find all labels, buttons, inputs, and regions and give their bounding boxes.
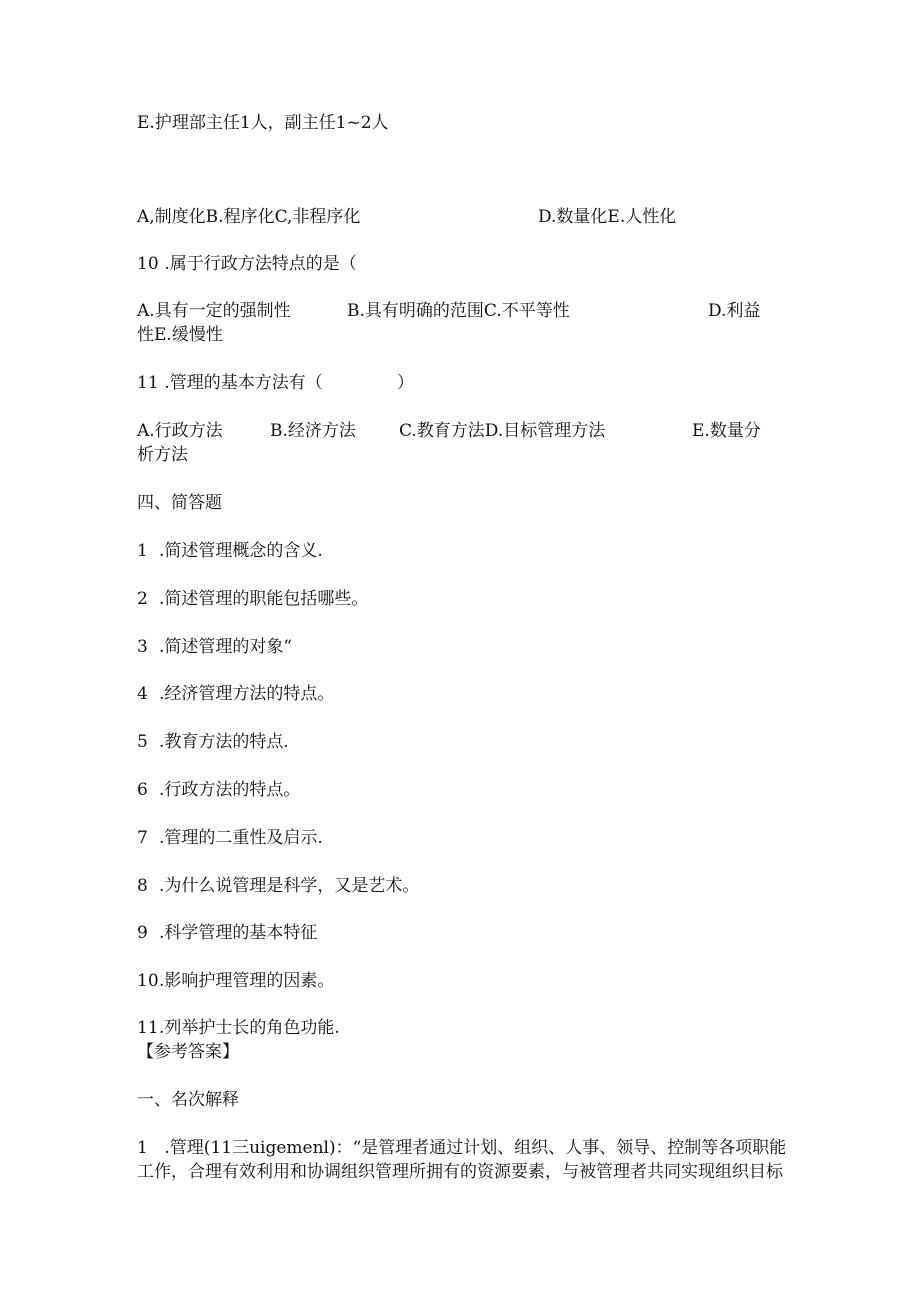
- list-item: [137, 540, 323, 562]
- item-number: 3: [137, 637, 148, 657]
- answer-1-line-2: 工作，合理有效利用和协调组织管理所拥有的资源要素，与被管理者共同实现组织目标: [137, 1162, 783, 1182]
- answer-text: .管理(11三uigemenl)：“是管理者通过计划、组织、人事、领导、控制等各项职能: [164, 1138, 787, 1158]
- q10-option-bc: B.具有明确的范围C.不平等性: [347, 301, 570, 321]
- question-text: .管理的基本方法有（: [164, 373, 323, 393]
- item-number: 8: [137, 876, 148, 896]
- q9-options-de: D.数量化E.人性化: [538, 207, 677, 227]
- item-text: .为什么说管理是科学，又是艺术。: [159, 876, 420, 896]
- section-heading-definitions: 一、名次解释: [137, 1090, 239, 1110]
- item-number: 1: [137, 541, 148, 561]
- list-item: [137, 636, 292, 658]
- item-text: .科学管理的基本特征: [159, 923, 318, 943]
- option-e-staffing: E.护理部主任1人，副主任1~2人: [137, 113, 389, 133]
- q9-options-abc: A,制度化B.程序化C,非程序化: [137, 207, 361, 227]
- item-number: 10: [137, 971, 159, 991]
- item-number: 9: [137, 923, 148, 943]
- list-item: [137, 970, 334, 992]
- item-text: .简述管理概念的含义.: [159, 541, 323, 561]
- q10-option-e: 性E.缓慢性: [137, 325, 223, 345]
- item-text: .行政方法的特点。: [159, 780, 301, 800]
- q11-option-b: B.经济方法: [270, 421, 356, 441]
- item-text: .管理的二重性及启示.: [159, 828, 323, 848]
- list-item: [137, 875, 419, 897]
- section-heading-short-answer: 四、简答题: [137, 493, 222, 513]
- q11-option-cd: C.教育方法D.目标管理方法: [399, 421, 606, 441]
- item-text: .影响护理管理的因素。: [159, 971, 335, 991]
- reference-answers-heading: 【参考答案】: [137, 1042, 239, 1062]
- item-number: 11: [137, 1018, 159, 1038]
- question-10: [137, 253, 357, 275]
- answer-1-line-1: [137, 1137, 786, 1159]
- list-item: [137, 827, 323, 849]
- q11-option-a: A.行政方法: [137, 421, 223, 441]
- item-number: 7: [137, 828, 148, 848]
- item-number: 5: [137, 732, 148, 752]
- question-11: [137, 372, 323, 394]
- list-item: [137, 731, 289, 753]
- item-number: 4: [137, 684, 148, 704]
- item-text: .经济管理方法的特点。: [159, 684, 335, 704]
- item-text: .列举护士长的角色功能.: [159, 1018, 340, 1038]
- item-text: .简述管理的职能包括哪些。: [159, 589, 369, 609]
- q11-option-e: E.数量分: [692, 421, 761, 441]
- item-text: .教育方法的特点.: [159, 732, 289, 752]
- q11-option-e-continued: 析方法: [137, 445, 188, 465]
- q10-option-d: D.利益: [708, 301, 761, 321]
- question-text: .属于行政方法特点的是（: [164, 254, 357, 274]
- list-item: [137, 588, 368, 610]
- item-number: 6: [137, 780, 148, 800]
- question-11-paren-close: ）: [397, 373, 414, 393]
- item-number: 1: [137, 1138, 148, 1158]
- item-text: .简述管理的对象“: [159, 637, 293, 657]
- q10-option-a: A.具有一定的强制性: [137, 301, 291, 321]
- question-number: 10: [137, 254, 159, 274]
- question-number: 11: [137, 373, 159, 393]
- list-item: [137, 922, 317, 944]
- list-item: [137, 683, 334, 705]
- list-item: [137, 1017, 340, 1039]
- item-number: 2: [137, 589, 148, 609]
- list-item: [137, 779, 300, 801]
